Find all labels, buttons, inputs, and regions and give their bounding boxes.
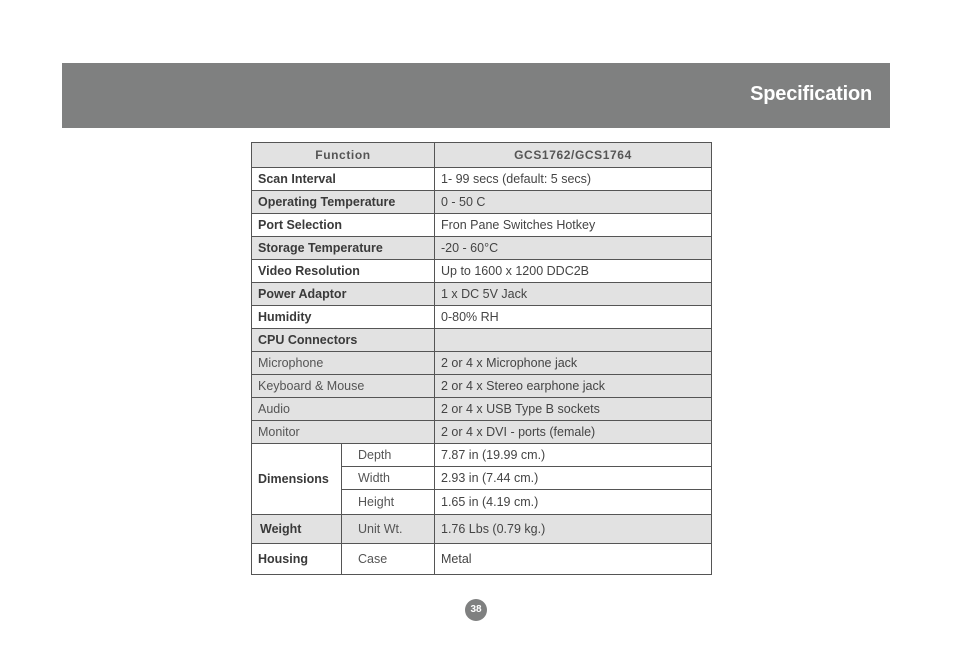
table-row — [252, 329, 712, 352]
housing-label: Housing — [252, 544, 342, 575]
weight-value: 1.76 Lbs (0.79 kg.) — [435, 515, 712, 544]
column-header-function: Function — [252, 143, 435, 168]
row-label: Power Adaptor — [252, 283, 435, 306]
row-label: Monitor — [252, 421, 435, 444]
table-row — [252, 544, 712, 575]
table-row — [252, 421, 712, 444]
dimension-value: 2.93 in (7.44 cm.) — [435, 467, 712, 490]
weight-sub-label: Unit Wt. — [342, 515, 435, 544]
header-band — [62, 63, 890, 128]
table-row — [252, 237, 712, 260]
row-label: Keyboard & Mouse — [252, 375, 435, 398]
row-label: Audio — [252, 398, 435, 421]
table-row — [252, 168, 712, 191]
row-label: Operating Temperature — [252, 191, 435, 214]
table-row — [252, 352, 712, 375]
table-row — [252, 306, 712, 329]
table-header-row — [252, 143, 712, 168]
dimensions-label: Dimensions — [252, 444, 342, 515]
dimension-value: 7.87 in (19.99 cm.) — [435, 444, 712, 467]
table-row — [252, 398, 712, 421]
dimension-sub-label: Width — [342, 467, 435, 490]
row-label: Microphone — [252, 352, 435, 375]
row-value: 0 - 50 C — [435, 191, 712, 214]
page-number-badge: 38 — [465, 599, 487, 621]
table-row — [252, 375, 712, 398]
row-label: Scan Interval — [252, 168, 435, 191]
row-label: Port Selection — [252, 214, 435, 237]
row-value: Up to 1600 x 1200 DDC2B — [435, 260, 712, 283]
row-value: 2 or 4 x DVI - ports (female) — [435, 421, 712, 444]
column-header-model: GCS1762/GCS1764 — [435, 143, 712, 168]
row-label: Humidity — [252, 306, 435, 329]
row-value: 2 or 4 x Microphone jack — [435, 352, 712, 375]
dimension-sub-label: Depth — [342, 444, 435, 467]
row-value: -20 - 60°C — [435, 237, 712, 260]
dimension-sub-label: Height — [342, 490, 435, 515]
row-value: Fron Pane Switches Hotkey — [435, 214, 712, 237]
table-row — [252, 283, 712, 306]
dimension-value: 1.65 in (4.19 cm.) — [435, 490, 712, 515]
table-row — [252, 260, 712, 283]
weight-label: Weight — [252, 515, 342, 544]
row-value: 1 x DC 5V Jack — [435, 283, 712, 306]
page-title: Specification — [750, 83, 872, 105]
table-row — [252, 191, 712, 214]
spec-table — [251, 142, 712, 575]
table-row — [252, 444, 712, 467]
row-label: Video Resolution — [252, 260, 435, 283]
row-label: Storage Temperature — [252, 237, 435, 260]
row-value: 2 or 4 x USB Type B sockets — [435, 398, 712, 421]
housing-value: Metal — [435, 544, 712, 575]
row-value: 0-80% RH — [435, 306, 712, 329]
table-row — [252, 214, 712, 237]
row-value: 1- 99 secs (default: 5 secs) — [435, 168, 712, 191]
row-label: CPU Connectors — [252, 329, 435, 352]
housing-sub-label: Case — [342, 544, 435, 575]
table-row — [252, 515, 712, 544]
row-value — [435, 329, 712, 352]
row-value: 2 or 4 x Stereo earphone jack — [435, 375, 712, 398]
